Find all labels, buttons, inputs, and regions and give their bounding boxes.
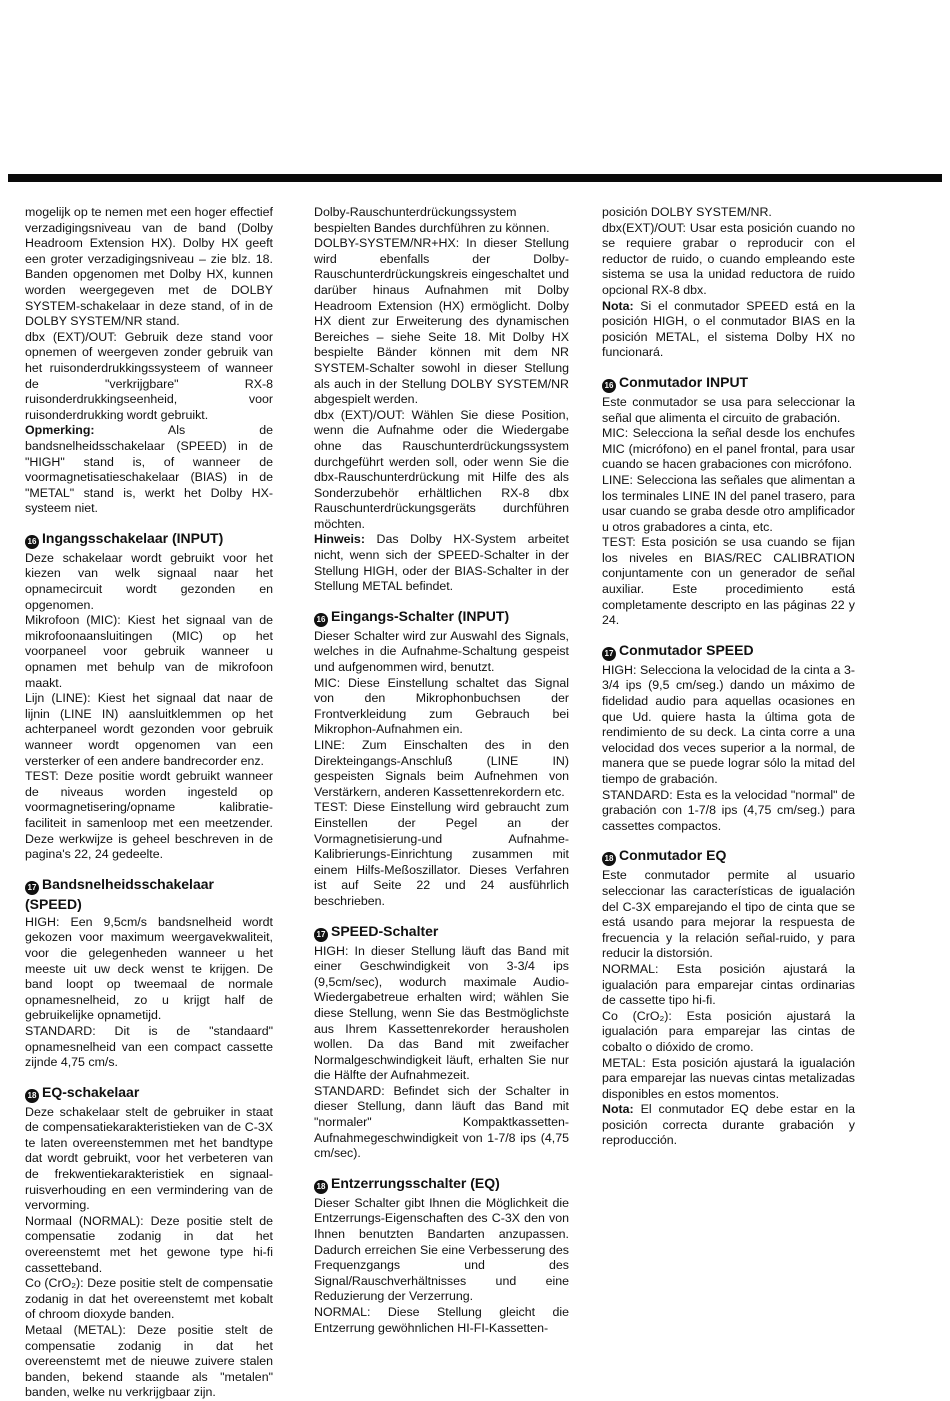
note-text: Si el conmutador SPEED está en la posición HIGH, o el conmutador BIAS en la posición METAL, el sistema Dolby HX no funcionará. (602, 298, 855, 360)
paragraph: Dieser Schalter gibt Ihnen die Möglichkeit die Entzerrungs-Eigenschaften des C-3X den von Ihnen benutzten Bandarten anzupassen. Dadurch erreichen Sie eine Verbesserung des Frequenzgangs und des Signal/Rauschverhältnisses und eine Reduzierung der Verzerrung. (314, 1195, 569, 1304)
paragraph: Metaal (METAL): Deze positie stelt de compensatie zodanig in dat het overeenstemt met de nieuwe zuivere stalen banden, bekend staande als "metalen" banden, welke nu verkrijgbaar zijn. (25, 1323, 273, 1400)
paragraph: TEST: Diese Einstellung wird gebraucht zum Einstellen der Pegel an der Vormagnetisierung-und Aufnahme-Kalibrierungs-Einrichtung zusammen mit einem Hilfs-Meßoszillator. Dieses Verfahren ist auf Seite 22 und 24 ausführlich beschrieben. (314, 800, 569, 908)
note-label: Nota: (602, 298, 634, 313)
section-number-badge: 17 (25, 881, 39, 895)
paragraph: Deze schakelaar wordt gebruikt voor het kiezen van welk signaal naar het opnamecircuit wordt gezonden en opgenomen. (25, 550, 273, 612)
top-rule (8, 174, 942, 182)
paragraph: STANDARD: Esta es la velocidad "normal" de grabación con 1-7/8 ips (4,75 cm/seg.) para cassettes compactos. (602, 787, 855, 833)
note-text: El conmutador EQ debe estar en la posición correcta durante grabación y reproducción. (602, 1102, 855, 1148)
paragraph: MIC: Selecciona la señal desde los enchufes MIC (micrófono) en el panel frontal, para usar cuando se hacen grabaciones con micrófono. (602, 426, 855, 472)
section-number-badge: 16 (602, 379, 616, 393)
paragraph: Co (CrO₂): Deze positie stelt de compensatie zodanig in dat het overeenstemt met kobalt of chroom dioxyde banden. (25, 1276, 273, 1322)
paragraph: dbx(EXT)/OUT: Usar esta posición cuando no se requiere grabar o reproducir con el reductor de ruido, o cuando empleando este sistema se usa la unidad reductora de ruido opcional RX-8 dbx. (602, 220, 855, 297)
section-title: Entzerrungsschalter (EQ) (331, 1174, 500, 1191)
section-heading (25, 529, 273, 549)
note-label: Opmerking: (25, 423, 95, 438)
note-label: Hinweis: (314, 532, 365, 547)
section-number-badge: 18 (25, 1089, 39, 1103)
section-heading (25, 1083, 273, 1103)
note-paragraph (602, 299, 855, 361)
section-number-badge: 18 (314, 1180, 328, 1194)
paragraph: DOLBY-SYSTEM/NR+HX: In dieser Stellung wird ebenfalls der Dolby-Rauschunterdrückungskreis eingeschaltet und darüber hinaus Aufnahmen mit Dolby Headroom Extension (HX) ermöglicht. Dolby HX dient zur Erweiterung des dynamischen Bereiches – siehe Seite 18. Mit Dolby HX bespielte Bänder können mit dem NR SYSTEM-Schalter sowohl in dieser Stellung als auch in der Stellung DOLBY SYSTEM/NR abgespielt werden. (314, 236, 569, 407)
column-dutch (25, 205, 273, 1401)
paragraph: Dolby-Rauschunterdrückungssystem bespielten Bandes durchführen zu können. (314, 205, 550, 235)
paragraph: STANDARD: Befindet sich der Schalter in dieser Stellung, dann läuft das Band mit "normaler" Kompaktkassetten-Aufnahmegeschwindigkeit von 1-7/8 ips (4,75 cm/sec). (314, 1083, 569, 1161)
column-german (314, 205, 569, 1336)
section-heading (314, 1174, 569, 1194)
paragraph: dbx (EXT)/OUT: Wählen Sie diese Position, wenn die Aufnahme oder die Wiedergabe ohne das Rauschunterdrückungssystem durchgeführt werden soll, oder wenn Sie die dbx-Rauschunterdrückung mit Hilfe des als Sonderzubehör erhältlichen RX-8 dbx Rauschunterdrückungsgeräts durchführen möchten. (314, 407, 569, 531)
paragraph: NORMAL: Esta posición ajustará la igualación para emparejar cintas ordinarias de cassette tipo hi-fi. (602, 961, 855, 1008)
section-heading (602, 373, 855, 393)
paragraph: dbx (EXT)/OUT: Gebruik deze stand voor opnemen of weergeven zonder gebruik van het ruisonderdrukkingssysteem of wanneer de "verkrijgbare" RX-8 ruisonderdrukkingseenheid, voor ruisonderdrukking wordt gebruikt. (25, 329, 273, 422)
paragraph: mogelijk op te nemen met een hoger effectief verzadigingsniveau van de band (Dolby Headroom Extension HX). Dolby HX geeft een groter verzadigingsniveau – zie blz. 18. Banden opgenomen met Dolby HX, kunnen worden weergegeven met de DOLBY SYSTEM-schakelaar in deze stand, of in de DOLBY SYSTEM/NR stand. (25, 205, 273, 329)
section-number-badge: 17 (602, 647, 616, 661)
column-spanish (602, 205, 855, 1149)
paragraph: STANDARD: Dit is de "standaard" opnamesnelheid van een compact cassette zijnde 4,75 cm/s. (25, 1023, 273, 1070)
section-heading (314, 607, 569, 627)
paragraph: LINE: Zum Einschalten des in den Direkteingangs-Anschluß (LINE IN) gespeisten Signals beim Aufnehmen von Verstärkern, anderen Kassettenrekordern etc. (314, 738, 569, 799)
paragraph: METAL: Esta posición ajustará la igualación para emparejar las nuevas cintas metalizadas disponibles en estos momentos. (602, 1055, 855, 1101)
section-title: SPEED-Schalter (331, 922, 439, 939)
section-title: Eingangs-Schalter (INPUT) (331, 607, 510, 624)
section-number-badge: 16 (25, 535, 39, 549)
paragraph: NORMAL: Diese Stellung gleicht die Entzerrung gewöhnlichen HI-FI-Kassetten- (314, 1305, 569, 1335)
paragraph: Este conmutador permite al usuario seleccionar las características de igualación del C-3X emparejando el tipo de cinta que se está usando para mejorar la respuesta de frecuencia y la relación señal-ruido, y para reducir la distorsión. (602, 868, 855, 961)
paragraph: TEST: Esta posición se usa cuando se fijan los niveles en BIAS/REC CALIBRATION conjuntamente con un generador de señal auxiliar. Este procedimiento está completamente descripto en las páginas 22 y 24. (602, 535, 855, 628)
paragraph: Lijn (LINE): Kiest het signaal dat naar de lijnin (LINE IN) aansluitklemmen op het achterpaneel wordt gezonden voor gebruik wanneer wordt opgenomen van een versterker of een andere bandrecorder enz. (25, 691, 273, 768)
section-title: Ingangsschakelaar (INPUT) (42, 529, 224, 546)
paragraph: Co (CrO₂): Esta posición ajustará la igualación para emparejar las cintas de cobalto o dióxido de cromo. (602, 1008, 855, 1054)
section-title: Conmutador INPUT (619, 373, 749, 390)
paragraph: HIGH: Een 9,5cm/s bandsnelheid wordt gekozen voor maximum weergavekwaliteit, voor die gelegenheden wanneer u het meeste uit uw deck wenst te krijgen. De band loopt op tweemaal de normale opnamesnelheid, zo u krijgt half de gebruikelijke opnametijd. (25, 914, 273, 1023)
section-heading (25, 875, 273, 913)
paragraph: posición DOLBY SYSTEM/NR. (602, 205, 772, 219)
section-title: Bandsnelheidsschakelaar (SPEED) (25, 875, 214, 912)
paragraph: Normaal (NORMAL): Deze positie stelt de compensatie zodanig in dat het overeenstemt met het gewone type hi-fi cassetteband. (25, 1213, 273, 1275)
paragraph: HIGH: In dieser Stellung läuft das Band mit einer Geschwindigkeit von 3-3/4 ips (9,5cm/sec), wodurch maximale Audio-Wiedergabetreue erhalten wird; wählen Sie diese Stellung, wenn Sie das Bestmöglichste aus Ihrem Kassettenrekorder herausholen wollen. Da das Band mit zweifacher Normalgeschwindigkeit läuft, erhalten Sie nur die Hälfte der Aufnahmezeit. (314, 943, 569, 1083)
section-heading (602, 846, 855, 866)
section-heading (314, 922, 569, 942)
paragraph: Dieser Schalter wird zur Auswahl des Signals, welches in die Aufnahme-Schaltung gespeist und aufgenommen wird, benutzt. (314, 628, 569, 675)
paragraph: MIC: Diese Einstellung schaltet das Signal von den Mikrophonbuchsen der Frontverkleidung zum Gebrauch bei Mikrophon-Aufnahmen ein. (314, 675, 569, 737)
paragraph: Mikrofoon (MIC): Kiest het signaal van de mikrofoonaansluitingen (MIC) op het voorpaneel voor gebruik wanneer u opnamen met behulp van de mikrofoon maakt. (25, 613, 273, 690)
paragraph: LINE: Selecciona las señales que alimentan a los terminales LINE IN del panel trasero, para usar cuando se graba desde otro amplificador u otros grabadores a cinta, etc. (602, 472, 855, 534)
note-paragraph (602, 1102, 855, 1149)
note-paragraph (25, 423, 273, 517)
note-paragraph (314, 532, 569, 594)
section-number-badge: 18 (602, 852, 616, 866)
paragraph: Este conmutador se usa para seleccionar la señal que alimenta el circuito de grabación. (602, 394, 855, 425)
paragraph: HIGH: Selecciona la velocidad de la cinta a 3-3/4 ips (9,5 cm/seg.) dando un máximo de fidelidad audio para aquellas ocasiones en que Ud. quiere hasta la última gota de rendimiento de su deck. La cinta corre a una velocidad dos veces superior a la normal, de manera que se puede lograr sólo la mitad del tiempo de grabación. (602, 662, 855, 786)
note-label: Nota: (602, 1102, 634, 1117)
section-heading (602, 641, 855, 661)
note-text: Als de bandsnelheidsschakelaar (SPEED) in de "HIGH" stand is, of wanneer de voormagnetisatieschakelaar (BIAS) in de "METAL" stand is, werkt het Dolby HX-systeem niet. (25, 423, 273, 516)
section-title: EQ-schakelaar (42, 1083, 140, 1100)
paragraph: Deze schakelaar stelt de gebruiker in staat de compensatiekarakteristieken van de C-3X te laten overeenstemmen met het bandtype dat wordt gebruikt, voor het verbeteren van de frekwentiekarakteristiek en signaal-ruisverhouding en een vermindering van de vervorming. (25, 1104, 273, 1213)
section-title: Conmutador SPEED (619, 641, 754, 658)
section-number-badge: 16 (314, 613, 328, 627)
paragraph: TEST: Deze positie wordt gebruikt wanneer de niveaus worden ingesteld op voormagnetisering/opname kalibratie-faciliteit in samenloop met een meetzender. Deze werkwijze is geheel beschreven in de pagina's 22, 24 gedeelte. (25, 769, 273, 862)
note-text: Das Dolby HX-System arbeitet nicht, wenn sich der SPEED-Schalter in der Stellung HIGH, oder der BIAS-Schalter in der Stellung METAL befindet. (314, 532, 569, 594)
section-number-badge: 17 (314, 928, 328, 942)
section-title: Conmutador EQ (619, 847, 727, 864)
